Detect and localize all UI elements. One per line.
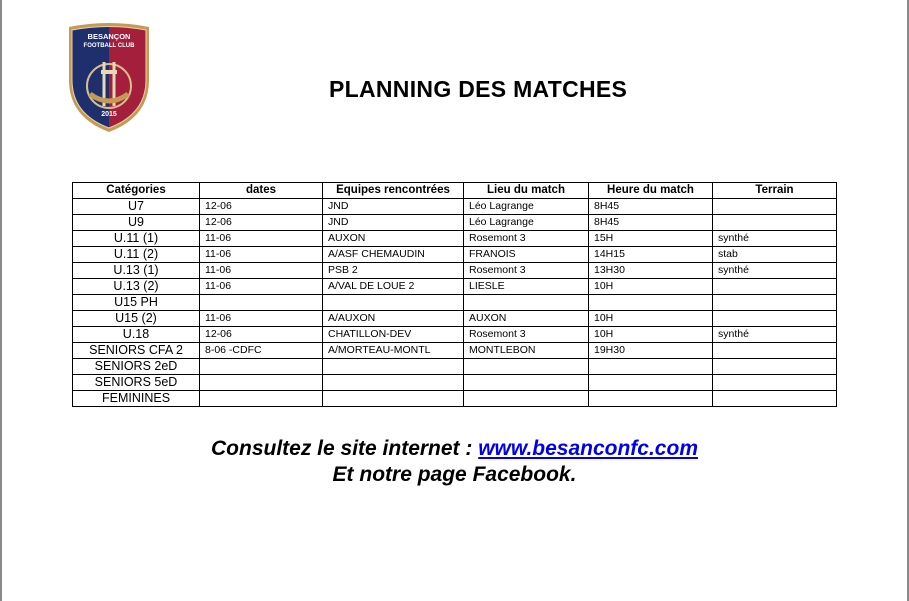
date-cell: 11-06 [200, 311, 323, 327]
date-cell [200, 295, 323, 311]
pitch-cell [713, 279, 837, 295]
page-border-left [0, 0, 2, 601]
pitch-cell: synthé [713, 231, 837, 247]
date-cell [200, 359, 323, 375]
pitch-cell: stab [713, 247, 837, 263]
teams-cell: A/MORTEAU-MONTL [323, 343, 464, 359]
venue-cell [464, 295, 589, 311]
schedule-table [72, 182, 837, 407]
pitch-cell [713, 295, 837, 311]
table-row [73, 279, 837, 295]
time-cell: 8H45 [589, 215, 713, 231]
time-cell: 8H45 [589, 199, 713, 215]
time-cell: 15H [589, 231, 713, 247]
page-title: PLANNING DES MATCHES [329, 76, 628, 102]
category-cell: SENIORS CFA 2 [73, 343, 200, 359]
table-row [73, 327, 837, 343]
venue-cell [464, 391, 589, 407]
table-row [73, 199, 837, 215]
crest-text-mid: FOOTBALL CLUB [83, 43, 135, 49]
venue-cell: LIESLE [464, 279, 589, 295]
column-header-teams: Equipes rencontrées [323, 183, 464, 199]
footer-line-website [0, 436, 909, 462]
table-row [73, 215, 837, 231]
date-cell: 11-06 [200, 279, 323, 295]
footer-website-prefix: Consultez le site internet : [211, 437, 479, 460]
date-cell: 12-06 [200, 327, 323, 343]
table-row [73, 375, 837, 391]
venue-cell: Léo Lagrange [464, 215, 589, 231]
category-cell: U9 [73, 215, 200, 231]
table-header-row [73, 183, 837, 199]
table-row [73, 359, 837, 375]
venue-cell: MONTLEBON [464, 343, 589, 359]
table-row [73, 391, 837, 407]
date-cell: 11-06 [200, 263, 323, 279]
teams-cell: PSB 2 [323, 263, 464, 279]
column-header-categories: Catégories [73, 183, 200, 199]
teams-cell: CHATILLON-DEV [323, 327, 464, 343]
date-cell [200, 391, 323, 407]
category-cell: U15 (2) [73, 311, 200, 327]
category-cell: U.11 (1) [73, 231, 200, 247]
venue-cell: AUXON [464, 311, 589, 327]
column-header-time: Heure du match [589, 183, 713, 199]
pitch-cell [713, 375, 837, 391]
venue-cell: Rosemont 3 [464, 263, 589, 279]
table-row [73, 311, 837, 327]
crest-year: 2015 [101, 111, 117, 118]
time-cell [589, 391, 713, 407]
category-cell: U7 [73, 199, 200, 215]
time-cell: 19H30 [589, 343, 713, 359]
table-row [73, 343, 837, 359]
date-cell [200, 375, 323, 391]
teams-cell: A/VAL DE LOUE 2 [323, 279, 464, 295]
time-cell: 10H [589, 311, 713, 327]
time-cell [589, 359, 713, 375]
table-row [73, 247, 837, 263]
table-row [73, 231, 837, 247]
venue-cell: FRANOIS [464, 247, 589, 263]
date-cell: 12-06 [200, 199, 323, 215]
time-cell [589, 375, 713, 391]
time-cell: 13H30 [589, 263, 713, 279]
venue-cell: Rosemont 3 [464, 231, 589, 247]
category-cell: U.13 (2) [73, 279, 200, 295]
pitch-cell [713, 215, 837, 231]
category-cell: SENIORS 5eD [73, 375, 200, 391]
column-header-venue: Lieu du match [464, 183, 589, 199]
pitch-cell [713, 199, 837, 215]
teams-cell [323, 375, 464, 391]
time-cell: 10H [589, 279, 713, 295]
date-cell: 11-06 [200, 231, 323, 247]
teams-cell: AUXON [323, 231, 464, 247]
table-row [73, 263, 837, 279]
teams-cell: JND [323, 199, 464, 215]
club-crest-icon [66, 22, 152, 132]
time-cell [589, 295, 713, 311]
footer-line-facebook: Et notre page Facebook. [332, 463, 577, 486]
date-cell: 8-06 -CDFC [200, 343, 323, 359]
pitch-cell [713, 343, 837, 359]
category-cell: U15 PH [73, 295, 200, 311]
venue-cell [464, 359, 589, 375]
time-cell: 14H15 [589, 247, 713, 263]
teams-cell: A/AUXON [323, 311, 464, 327]
date-cell: 12-06 [200, 215, 323, 231]
venue-cell [464, 375, 589, 391]
pitch-cell: synthé [713, 327, 837, 343]
category-cell: SENIORS 2eD [73, 359, 200, 375]
website-link[interactable]: www.besanconfc.com [478, 437, 698, 460]
pitch-cell [713, 311, 837, 327]
category-cell: U.13 (1) [73, 263, 200, 279]
pitch-cell [713, 359, 837, 375]
teams-cell: JND [323, 215, 464, 231]
time-cell: 10H [589, 327, 713, 343]
venue-cell: Léo Lagrange [464, 199, 589, 215]
pitch-cell: synthé [713, 263, 837, 279]
pitch-cell [713, 391, 837, 407]
column-header-pitch: Terrain [713, 183, 837, 199]
category-cell: U.11 (2) [73, 247, 200, 263]
teams-cell [323, 359, 464, 375]
footer-notice [0, 436, 909, 488]
venue-cell: Rosemont 3 [464, 327, 589, 343]
crest-text-top: BESANÇON [87, 32, 131, 41]
column-header-dates: dates [200, 183, 323, 199]
teams-cell [323, 295, 464, 311]
teams-cell [323, 391, 464, 407]
table-row [73, 295, 837, 311]
teams-cell: A/ASF CHEMAUDIN [323, 247, 464, 263]
date-cell: 11-06 [200, 247, 323, 263]
category-cell: FEMININES [73, 391, 200, 407]
category-cell: U.18 [73, 327, 200, 343]
